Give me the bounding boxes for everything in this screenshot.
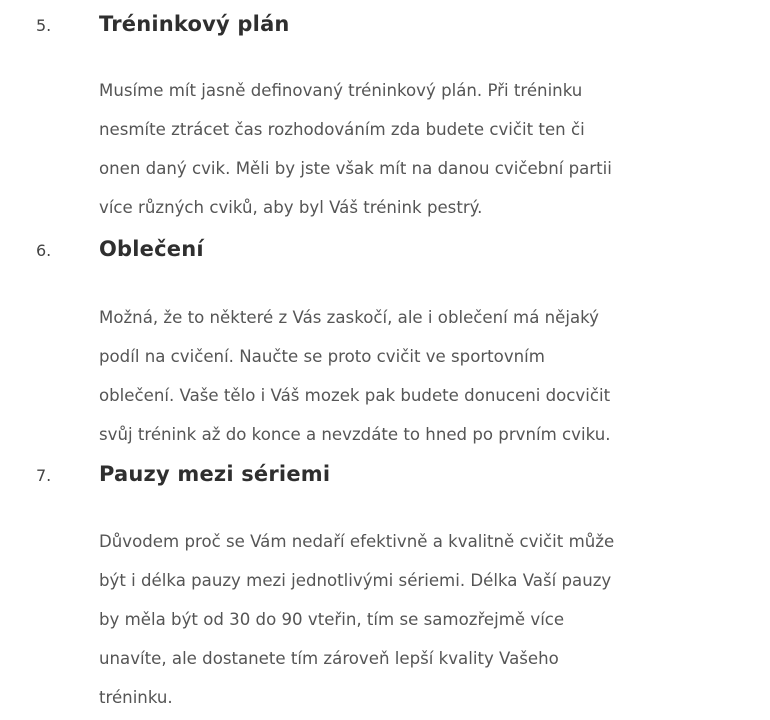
paragraph-line: nesmíte ztrácet čas rozhodováním zda budete cvičit ten či [99,120,585,139]
paragraph-line: onen daný cvik. Měli by jste však mít na danou cvičební partii [99,159,612,178]
paragraph-line: více různých cviků, aby byl Váš trénink pestrý. [99,198,483,217]
section-paragraph [99,71,709,227]
paragraph-line: svůj trénink až do konce a nevzdáte to hned po prvním cviku. [99,425,611,444]
paragraph-line: oblečení. Vaše tělo i Váš mozek pak budete donuceni docvičit [99,386,611,405]
paragraph-line: unavíte, ale dostanete tím zároveň lepší kvality Vašeho [99,649,559,668]
paragraph-line: Musíme mít jasně definovaný tréninkový plán. Při tréninku [99,81,583,100]
section-heading: Oblečení [99,237,204,261]
paragraph-line: by měla být od 30 do 90 vteřin, tím se samozřejmě více [99,610,565,629]
section-heading: Pauzy mezi sériemi [99,462,331,486]
paragraph-line: tréninku. [99,688,173,707]
list-number: 6. [36,241,52,260]
section-paragraph [99,298,709,454]
paragraph-line: podíl na cvičení. Naučte se proto cvičit ve sportovním [99,347,545,366]
paragraph-line: Možná, že to některé z Vás zaskočí, ale i oblečení má nějaký [99,308,599,327]
list-number: 5. [36,16,52,35]
list-number: 7. [36,466,52,485]
paragraph-line: být i délka pauzy mezi jednotlivými sériemi. Délka Vaší pauzy [99,571,612,590]
section-heading: Tréninkový plán [99,12,290,36]
section-paragraph [99,522,709,717]
paragraph-line: Důvodem proč se Vám nedaří efektivně a kvalitně cvičit může [99,532,615,551]
